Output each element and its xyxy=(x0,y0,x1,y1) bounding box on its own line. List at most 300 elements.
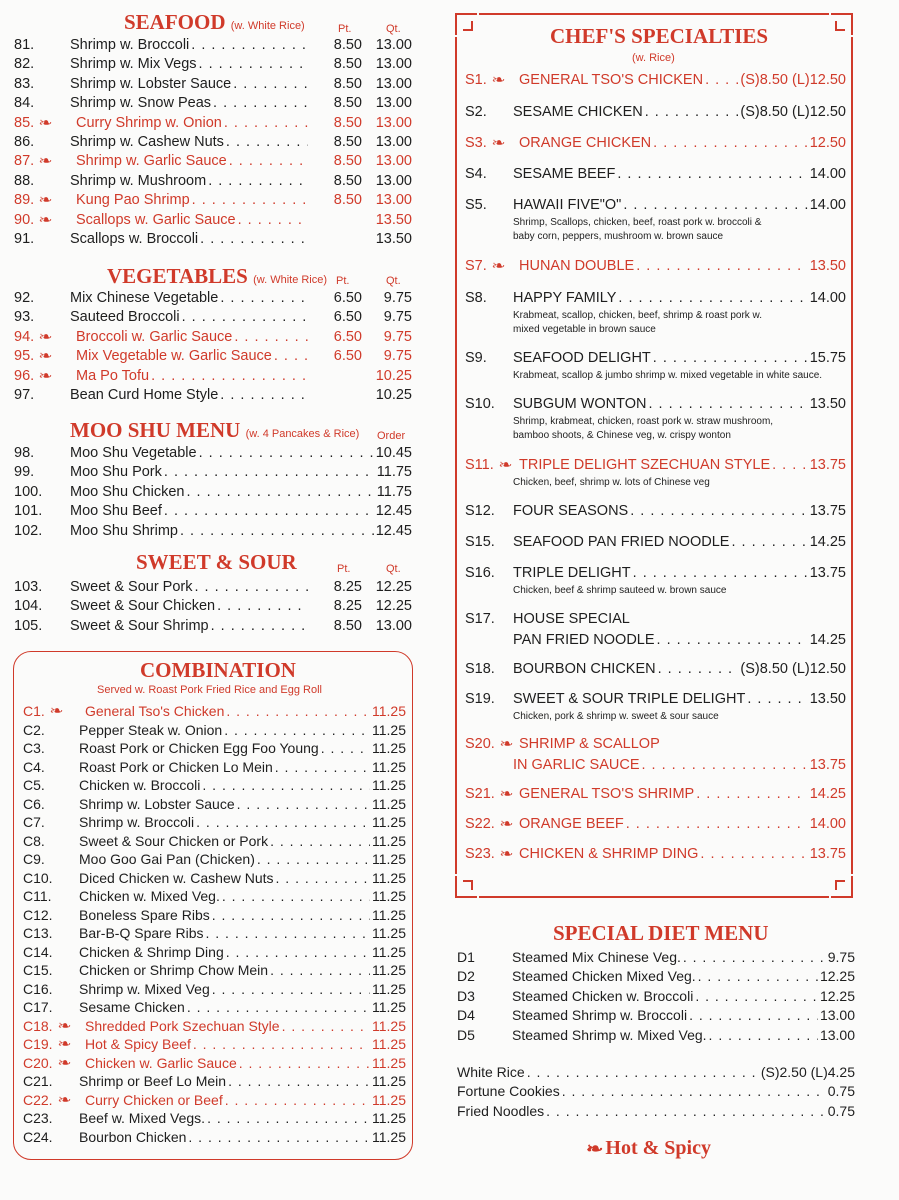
item-name: Steamed Chicken w. Broccoli xyxy=(512,987,694,1004)
frame-corner-ornament xyxy=(831,876,853,898)
item-name: Sweet & Sour Pork xyxy=(70,579,193,595)
item-number: D4 xyxy=(457,1007,475,1024)
price-quart: 13.00 xyxy=(375,153,412,170)
seafood-pt-header: Pt. xyxy=(338,23,352,35)
chili-pepper-icon: ❧ xyxy=(499,736,514,751)
item-name: General Tso's Chicken xyxy=(85,703,225,719)
item-number: S17. xyxy=(465,611,495,627)
item-price: 0.75 xyxy=(827,1102,855,1119)
chili-pepper-icon: ❧ xyxy=(38,367,53,383)
item-description: Chicken, beef & shrimp sauteed w. brown sauce xyxy=(513,585,727,596)
item-name: Steamed Shrimp w. Broccoli xyxy=(512,1007,688,1024)
item-number: 105. xyxy=(14,617,43,634)
price-pint: 8.50 xyxy=(333,75,362,92)
menu-item xyxy=(465,786,846,805)
item-number: 102. xyxy=(14,522,43,539)
menu-item xyxy=(23,1129,406,1148)
dot-leader xyxy=(321,740,370,756)
item-name: Curry Shrimp w. Onion xyxy=(76,114,222,131)
item-name: HAPPY FAMILY xyxy=(513,290,617,306)
item-name: HUNAN DOUBLE xyxy=(519,258,635,274)
item-price: 11.25 xyxy=(372,795,406,812)
item-price: (S)8.50 (L)12.50 xyxy=(740,72,846,88)
dot-leader xyxy=(202,777,370,793)
item-price: 13.50 xyxy=(809,396,846,412)
item-number: D1 xyxy=(457,949,475,965)
item-price: 14.25 xyxy=(809,534,846,550)
item-name: Shrimp w. Cashew Nuts xyxy=(70,134,224,150)
menu-item xyxy=(23,833,406,852)
dot-leader xyxy=(199,445,374,461)
price-quart: 13.00 xyxy=(375,617,412,634)
menu-item xyxy=(465,816,846,835)
item-number: C21. xyxy=(23,1073,53,1089)
item-name: CHICKEN & SHRIMP DING xyxy=(519,846,699,862)
seafood-qt-header: Qt. xyxy=(386,23,401,35)
menu-item xyxy=(14,153,412,172)
menu-item xyxy=(14,95,412,114)
item-name: Sweet & Sour Chicken or Pork xyxy=(79,832,269,849)
dot-leader xyxy=(205,925,370,941)
item-price: 11.25 xyxy=(372,1054,406,1071)
item-number: C3. xyxy=(23,740,45,756)
item-price: 11.25 xyxy=(372,1091,406,1108)
sweetsour-pt-header: Pt. xyxy=(337,563,351,575)
item-number: C6. xyxy=(23,795,45,812)
chili-pepper-icon: ❧ xyxy=(38,328,53,344)
item-price: 14.25 xyxy=(809,786,846,802)
item-number: C15. xyxy=(23,962,53,978)
chili-pepper-icon: ❧ xyxy=(38,348,53,364)
item-price: 11.25 xyxy=(372,869,406,886)
menu-item xyxy=(14,598,412,617)
item-number: 104. xyxy=(14,598,43,615)
item-price: 11.75 xyxy=(376,464,412,481)
item-name: PAN FRIED NOODLE xyxy=(513,632,655,648)
dot-leader xyxy=(645,104,739,120)
menu-item xyxy=(23,740,406,759)
menu-item xyxy=(465,503,846,522)
dot-leader xyxy=(618,290,807,306)
item-name: GENERAL TSO'S SHRIMP xyxy=(519,786,695,802)
item-number: 88. xyxy=(14,172,35,189)
dot-leader xyxy=(211,618,308,634)
dot-leader xyxy=(698,968,818,984)
dot-leader xyxy=(648,396,807,412)
item-number: C8. xyxy=(23,832,45,849)
item-name: Steamed Chicken Mixed Veg. xyxy=(512,968,696,985)
item-price: 11.25 xyxy=(372,740,406,756)
price-pint: 8.25 xyxy=(333,598,362,615)
chili-pepper-icon: ❧ xyxy=(498,457,513,472)
dot-leader xyxy=(636,258,807,274)
item-price: 11.25 xyxy=(372,851,406,867)
dot-leader xyxy=(226,134,308,150)
menu-item xyxy=(14,173,412,192)
vegetables-title-text: VEGETABLES xyxy=(107,264,248,288)
item-price: 12.25 xyxy=(819,968,855,985)
menu-item xyxy=(14,192,412,211)
dot-leader xyxy=(683,949,826,965)
menu-item xyxy=(14,37,412,56)
item-number: 93. xyxy=(14,309,35,326)
dot-leader xyxy=(224,115,308,131)
item-price: 11.75 xyxy=(376,483,412,500)
price-quart: 13.00 xyxy=(375,172,412,189)
item-number: C9. xyxy=(23,851,45,867)
mooshu-subtitle: (w. 4 Pancakes & Rice) xyxy=(245,428,360,440)
item-price: 11.25 xyxy=(372,999,406,1015)
dot-leader xyxy=(225,1092,370,1108)
item-number: S11. ❧ xyxy=(465,457,513,473)
item-price: 13.75 xyxy=(809,457,846,473)
seafood-title-text: SEAFOOD xyxy=(124,10,226,34)
frame-corner-ornament xyxy=(455,876,477,898)
price-pint: 8.50 xyxy=(333,172,362,189)
dot-leader xyxy=(705,72,738,88)
frame-corner-ornament xyxy=(831,13,853,35)
item-description: Shrimp, Scallops, chicken, beef, roast pork w. broccoli & xyxy=(513,217,762,228)
dot-leader xyxy=(222,888,370,904)
price-quart: 13.00 xyxy=(375,134,412,150)
menu-item xyxy=(465,258,846,277)
dot-leader xyxy=(747,691,807,707)
price-quart: 13.00 xyxy=(375,75,412,92)
menu-item xyxy=(14,523,412,542)
item-number: 95. ❧ xyxy=(14,348,53,365)
menu-item xyxy=(23,777,406,796)
menu-item xyxy=(457,988,855,1007)
menu-item xyxy=(465,290,846,309)
item-name: Shrimp w. Mushroom xyxy=(70,172,207,189)
item-number: S1. ❧ xyxy=(465,72,506,88)
chili-pepper-icon: ❧ xyxy=(499,816,514,831)
item-price: 11.25 xyxy=(372,721,406,738)
price-quart: 13.00 xyxy=(375,192,412,209)
price-quart: 9.75 xyxy=(383,328,412,345)
price-quart: 13.00 xyxy=(375,37,412,53)
item-price: 13.75 xyxy=(809,503,846,519)
price-pint: 6.50 xyxy=(333,328,362,345)
menu-item xyxy=(14,290,412,309)
item-number: C2. xyxy=(23,721,45,738)
item-price: 12.45 xyxy=(375,522,412,539)
item-name: Shrimp or Beef Lo Mein xyxy=(79,1073,227,1089)
item-name: HOUSE SPECIAL xyxy=(513,611,630,627)
item-name: Shrimp w. Mix Vegs xyxy=(70,56,197,73)
item-name: SESAME CHICKEN xyxy=(513,104,643,120)
price-quart: 10.25 xyxy=(375,367,412,384)
price-pint: 6.50 xyxy=(333,348,362,365)
item-price: 11.25 xyxy=(372,1110,406,1126)
combination-subtitle: Served w. Roast Pork Fried Rice and Egg Roll xyxy=(97,684,322,696)
mooshu-order-header: Order xyxy=(377,430,406,442)
price-pint: 6.50 xyxy=(333,309,362,326)
item-price: 13.00 xyxy=(819,1007,855,1024)
price-pint: 8.25 xyxy=(333,579,362,595)
item-number: S19. xyxy=(465,691,495,707)
item-name: Shrimp w. Garlic Sauce xyxy=(76,153,227,170)
menu-item xyxy=(465,661,846,680)
item-price: 12.45 xyxy=(375,503,412,520)
price-pint: 8.50 xyxy=(333,95,362,112)
menu-item xyxy=(14,618,412,637)
dot-leader xyxy=(234,329,308,345)
item-name: Fried Noodles xyxy=(457,1102,545,1119)
price-quart: 10.25 xyxy=(375,387,412,403)
vegetables-pt-header: Pt. xyxy=(336,275,350,287)
menu-item xyxy=(23,796,406,815)
item-number: 97. xyxy=(14,387,35,403)
item-number: C20. ❧ xyxy=(23,1054,72,1071)
item-number: 101. xyxy=(14,503,43,520)
item-number: S15. xyxy=(465,534,495,550)
item-name: White Rice xyxy=(457,1064,525,1080)
item-name: Steamed Mix Chinese Veg. xyxy=(512,949,681,965)
dot-leader xyxy=(151,368,308,384)
dot-leader xyxy=(689,1007,818,1023)
menu-item xyxy=(14,368,412,387)
dot-leader xyxy=(282,1018,370,1034)
menu-item xyxy=(465,611,846,630)
item-name: Moo Shu Pork xyxy=(70,464,162,481)
item-name: Sesame Chicken xyxy=(79,999,185,1015)
item-price: 0.75 xyxy=(827,1083,855,1100)
item-number: 86. xyxy=(14,134,35,150)
item-name: Chicken w. Mixed Veg. xyxy=(79,888,220,904)
chili-pepper-icon: ❧ xyxy=(49,703,64,718)
menu-item xyxy=(14,329,412,348)
item-name: Scallops w. Garlic Sauce xyxy=(76,211,236,228)
menu-item xyxy=(465,757,846,776)
item-price: 10.45 xyxy=(375,445,412,461)
menu-item xyxy=(465,534,846,553)
item-name: SESAME BEEF xyxy=(513,166,616,182)
item-price: 11.25 xyxy=(372,943,406,960)
price-quart: 9.75 xyxy=(383,309,412,326)
item-number: C5. xyxy=(23,777,45,793)
menu-item xyxy=(14,134,412,153)
menu-item xyxy=(457,968,855,987)
item-name: Moo Shu Chicken xyxy=(70,483,185,500)
menu-item xyxy=(14,115,412,134)
chili-pepper-icon: ❧ xyxy=(38,114,53,130)
dot-leader xyxy=(546,1103,826,1119)
chili-pepper-icon: ❧ xyxy=(56,1054,72,1070)
menu-item xyxy=(23,759,406,778)
item-number: 82. xyxy=(14,56,35,73)
dot-leader xyxy=(658,661,739,677)
item-name: Chicken or Shrimp Chow Mein xyxy=(79,962,269,978)
item-name: Chicken w. Broccoli xyxy=(79,777,201,793)
side-item xyxy=(457,1103,855,1122)
dot-leader xyxy=(274,348,308,364)
item-number: 90. ❧ xyxy=(14,211,53,228)
dot-leader xyxy=(275,759,370,775)
item-name: Ma Po Tofu xyxy=(76,367,150,384)
frame-corner-ornament xyxy=(455,13,477,35)
item-number: 87. ❧ xyxy=(14,153,53,170)
dot-leader xyxy=(192,192,308,208)
item-name: Shrimp w. Lobster Sauce xyxy=(79,795,235,812)
item-number: C12. xyxy=(23,906,53,923)
item-number: C23. xyxy=(23,1110,53,1126)
menu-item xyxy=(23,907,406,926)
item-name: Sweet & Sour Chicken xyxy=(70,598,216,615)
item-name: Beef w. Mixed Vegs. xyxy=(79,1110,206,1126)
item-name: Diced Chicken w. Cashew Nuts xyxy=(79,869,274,886)
dot-leader xyxy=(193,1036,370,1052)
menu-item xyxy=(23,944,406,963)
item-price: 13.00 xyxy=(819,1026,855,1043)
menu-item xyxy=(23,1055,406,1074)
dot-leader xyxy=(257,851,370,867)
menu-item xyxy=(465,736,846,755)
item-description: mixed vegetable in brown sauce xyxy=(513,324,656,335)
menu-item xyxy=(465,135,846,154)
item-name: Shrimp w. Mixed Veg xyxy=(79,980,210,997)
item-price: 13.75 xyxy=(809,565,846,581)
dot-leader xyxy=(700,846,807,862)
item-price: (S)2.50 (L)4.25 xyxy=(760,1064,855,1080)
item-name: Broccoli w. Garlic Sauce xyxy=(76,328,233,345)
dot-leader xyxy=(642,757,808,773)
item-price: 13.50 xyxy=(809,258,846,274)
hot-spicy-legend-text: Hot & Spicy xyxy=(605,1137,711,1159)
dot-leader xyxy=(709,1027,818,1043)
dot-leader xyxy=(213,95,308,111)
item-name: Bean Curd Home Style xyxy=(70,387,219,403)
dot-leader xyxy=(226,944,370,960)
item-name: Hot & Spicy Beef xyxy=(85,1036,191,1052)
price-pint: 8.50 xyxy=(333,114,362,131)
item-price: 11.25 xyxy=(372,980,406,997)
item-number: 92. xyxy=(14,290,35,306)
dot-leader xyxy=(195,579,309,595)
dot-leader xyxy=(228,1073,370,1089)
chili-pepper-icon: ❧ xyxy=(38,211,53,227)
item-name: SEAFOOD DELIGHT xyxy=(513,350,651,366)
price-pint: 8.50 xyxy=(333,192,362,209)
item-price: 11.25 xyxy=(372,906,406,923)
menu-item xyxy=(23,888,406,907)
item-price: 13.75 xyxy=(809,846,846,862)
dot-leader xyxy=(270,833,370,849)
item-price: 11.25 xyxy=(372,962,406,978)
dot-leader xyxy=(270,962,370,978)
item-number: S22. ❧ xyxy=(465,816,514,832)
price-pint: 8.50 xyxy=(333,617,362,634)
menu-item xyxy=(14,579,412,598)
item-number: 103. xyxy=(14,579,43,595)
item-price: 14.00 xyxy=(809,816,846,832)
chili-pepper-icon: ❧ xyxy=(499,846,514,861)
item-number: C11. xyxy=(23,888,52,904)
item-number: C18. ❧ xyxy=(23,1017,72,1034)
chili-pepper-icon: ❧ xyxy=(491,135,506,150)
chili-pepper-icon: ❧ xyxy=(56,1036,72,1051)
dot-leader xyxy=(182,309,308,325)
item-name: FOUR SEASONS xyxy=(513,503,629,519)
price-quart: 12.25 xyxy=(375,598,412,615)
item-number: C7. xyxy=(23,814,45,830)
dot-leader xyxy=(731,534,807,550)
chili-pepper-icon: ❧ xyxy=(38,153,53,169)
item-number: S5. xyxy=(465,197,487,213)
item-name: Mix Vegetable w. Garlic Sauce xyxy=(76,348,272,365)
item-price: 14.00 xyxy=(809,166,846,182)
dot-leader xyxy=(633,565,808,581)
item-price: 11.25 xyxy=(372,814,406,830)
dot-leader xyxy=(180,523,374,539)
chili-pepper-icon: ❧ xyxy=(491,258,506,273)
item-name: Sauteed Broccoli xyxy=(70,309,180,326)
item-price: 14.00 xyxy=(809,197,846,213)
dot-leader xyxy=(657,632,808,648)
item-price: 11.25 xyxy=(372,925,406,941)
item-name: Bourbon Chicken xyxy=(79,1128,187,1145)
menu-item xyxy=(465,691,846,710)
item-price: 11.25 xyxy=(372,832,406,849)
item-description: Krabmeat, scallop & jumbo shrimp w. mixed vegetable in white sauce. xyxy=(513,370,823,381)
mooshu-title-text: MOO SHU MENU xyxy=(70,418,241,442)
item-name: SEAFOOD PAN FRIED NOODLE xyxy=(513,534,730,550)
menu-item xyxy=(23,981,406,1000)
side-item xyxy=(457,1083,855,1102)
item-number: C14. xyxy=(23,943,53,960)
menu-item xyxy=(14,212,412,231)
menu-item xyxy=(23,722,406,741)
combination-title: COMBINATION xyxy=(140,658,296,682)
menu-item xyxy=(14,309,412,328)
price-quart: 13.00 xyxy=(375,56,412,73)
item-number: 98. xyxy=(14,445,35,461)
side-item xyxy=(457,1064,855,1083)
dot-leader xyxy=(212,981,370,997)
special-diet-title: SPECIAL DIET MENU xyxy=(553,921,769,945)
dot-leader xyxy=(187,999,370,1015)
item-price: 11.25 xyxy=(372,703,406,719)
menu-item xyxy=(23,851,406,870)
dot-leader xyxy=(164,503,374,519)
item-name: Moo Goo Gai Pan (Chicken) xyxy=(79,851,255,867)
sweetsour-title: SWEET & SOUR xyxy=(136,550,297,574)
item-name: Bar-B-Q Spare Ribs xyxy=(79,925,204,941)
dot-leader xyxy=(238,212,308,228)
price-pint: 8.50 xyxy=(333,153,362,170)
dot-leader xyxy=(196,814,370,830)
dot-leader xyxy=(186,484,374,500)
item-price: 13.50 xyxy=(809,691,846,707)
dot-leader xyxy=(623,197,807,213)
item-price: 12.25 xyxy=(819,987,855,1004)
menu-item xyxy=(23,962,406,981)
dot-leader xyxy=(695,988,818,1004)
dot-leader xyxy=(772,457,808,473)
dot-leader xyxy=(696,786,808,802)
chili-pepper-icon: ❧ xyxy=(56,1091,72,1107)
menu-item xyxy=(465,565,846,584)
chili-pepper-icon: ❧ xyxy=(585,1141,604,1158)
menu-item xyxy=(14,503,412,522)
item-name: Moo Shu Shrimp xyxy=(70,522,178,539)
seafood-title xyxy=(124,10,305,35)
item-number: 96. ❧ xyxy=(14,367,53,384)
menu-item xyxy=(465,396,846,415)
price-quart: 9.75 xyxy=(383,290,412,306)
item-number: S10. xyxy=(465,396,495,412)
item-number: D5 xyxy=(457,1026,475,1043)
